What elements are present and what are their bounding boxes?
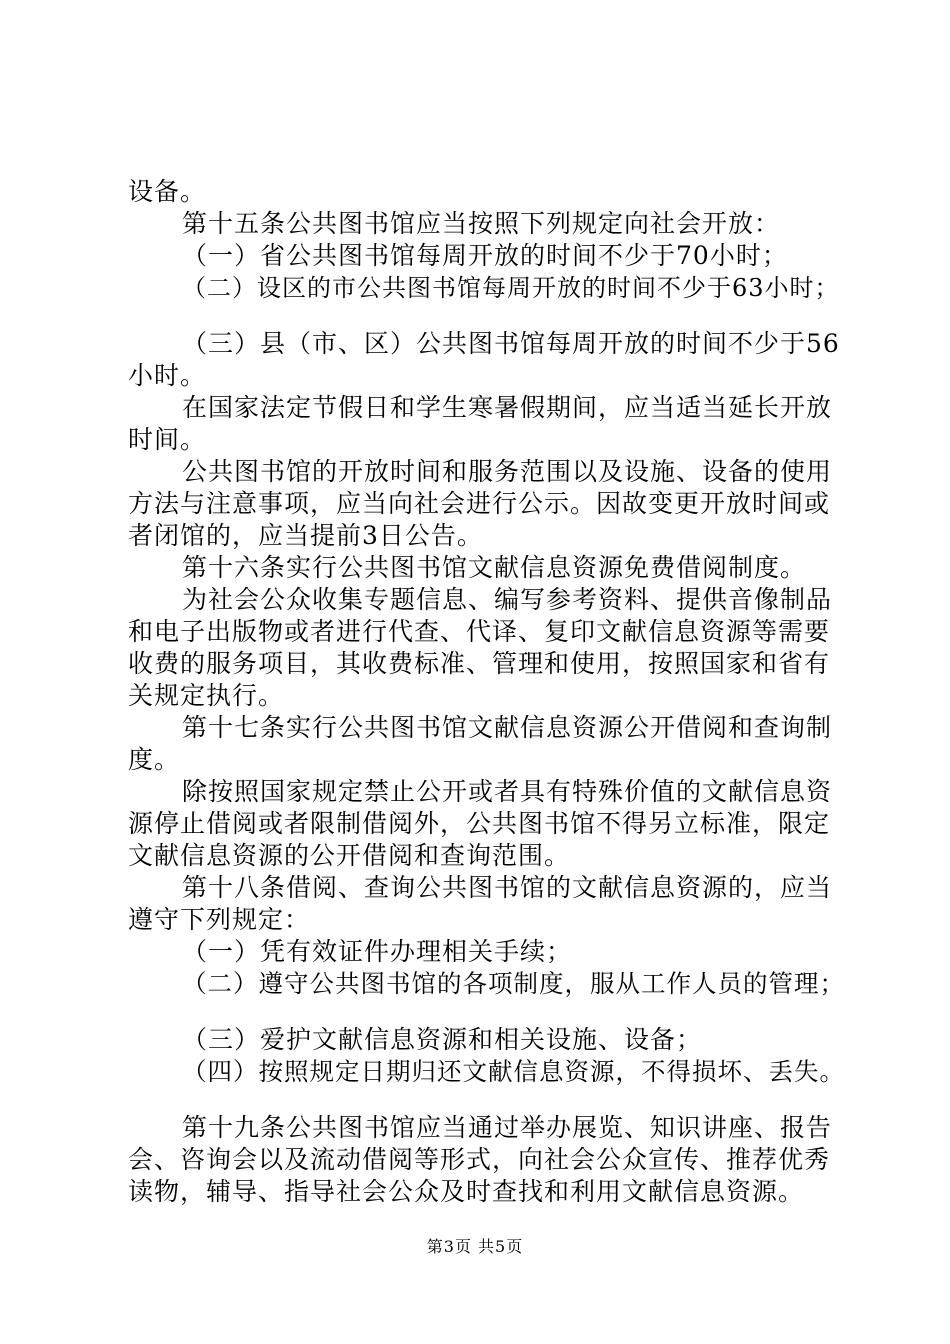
text-line: 会、咨询会以及流动借阅等形式，向社会公众宣传、推荐优秀 [128, 1145, 831, 1174]
text-line: 在国家法定节假日和学生寒暑假期间，应当适当延长开放 [182, 393, 833, 422]
text-line: 遵守下列规定： [128, 905, 311, 934]
text-line: 第十九条公共图书馆应当通过举办展览、知识讲座、报告 [182, 1113, 833, 1142]
text-line: （四）按照规定日期归还文献信息资源，不得损坏、丢失。 [182, 1057, 845, 1086]
text-line: （一）凭有效证件办理相关手续； [182, 937, 573, 966]
text-line: 方法与注意事项，应当向社会进行公示。因故变更开放时间或 [128, 489, 831, 518]
text-line: （三）爱护文献信息资源和相关设施、设备； [182, 1025, 703, 1054]
text-line: 度。 [128, 745, 181, 774]
text-line: 设备。 [128, 177, 207, 206]
text-line: 第十五条公共图书馆应当按照下列规定向社会开放： [182, 209, 781, 238]
text-line: （一）省公共图书馆每周开放的时间不少于70小时； [182, 241, 788, 270]
text-line: 第十八条借阅、查询公共图书馆的文献信息资源的，应当 [182, 873, 833, 902]
text-line: （三）县（市、区）公共图书馆每周开放的时间不少于56 [182, 329, 840, 358]
text-line: 除按照国家规定禁止公开或者具有特殊价值的文献信息资 [182, 777, 833, 806]
text-line: 第十七条实行公共图书馆文献信息资源公开借阅和查询制 [182, 713, 833, 742]
text-line: 源停止借阅或者限制借阅外，公共图书馆不得另立标准，限定 [128, 809, 831, 838]
text-line: 收费的服务项目，其收费标准、管理和使用，按照国家和省有 [128, 649, 831, 678]
text-line: 读物，辅导、指导社会公众及时查找和利用文献信息资源。 [128, 1177, 805, 1206]
text-line: 小时。 [128, 361, 207, 390]
text-line: 和电子出版物或者进行代查、代译、复印文献信息资源等需要 [128, 617, 831, 646]
text-line: （二）设区的市公共图书馆每周开放的时间不少于63小时； [182, 274, 840, 302]
text-line: 为社会公众收集专题信息、编写参考资料、提供音像制品 [182, 585, 833, 614]
text-line: 公共图书馆的开放时间和服务范围以及设施、设备的使用 [182, 457, 833, 486]
text-line: 第十六条实行公共图书馆文献信息资源免费借阅制度。 [182, 553, 807, 582]
text-line: （二）遵守公共图书馆的各项制度，服从工作人员的管理； [182, 969, 845, 998]
text-line: 关规定执行。 [128, 681, 285, 710]
text-line: 者闭馆的，应当提前3日公告。 [128, 521, 483, 550]
text-line: 文献信息资源的公开借阅和查询范围。 [128, 841, 571, 870]
text-line: 时间。 [128, 425, 207, 454]
page-footer: 第3页 共5页 [426, 1237, 524, 1256]
